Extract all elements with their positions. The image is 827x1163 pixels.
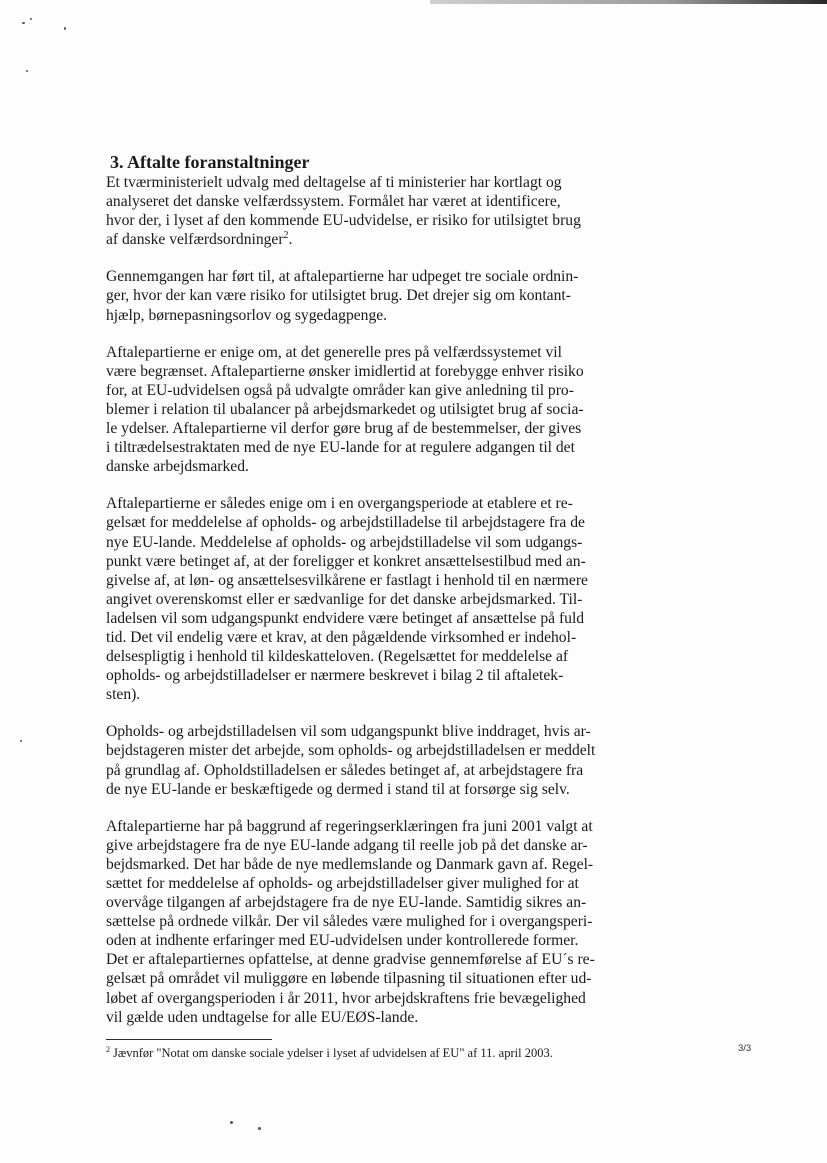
section-number: 3. — [110, 152, 124, 172]
paragraph: Aftalepartierne er således enige om i en overgangsperiode at etablere et re- gelsæt for meddelelse af opholds- og arbejdstilladelse til arbejdstagere fra de nye EU-lande. Meddelelse af opholds- og arbejdstilladelse vil som udgangs- punkt være betinget af, at der foreligger et konkret ansættelsestilbud med an- givelse af, at løn- og ansættelsesvilkårene er fastlagt i henhold til en nærmere angivet overenskomst eller er sædvanlige for det danske arbejdsmarked. Til- ladelsen vil som udgangspunkt endvidere være betinget af ansættelse på fuld tid. Det vil endelig være et krav, at den pågældende virksomhed er indehol- delsespligtig i henhold til kildeskatteloven. (Regelsættet for meddelelse af opholds- og arbejdstilladelser er nærmere beskrevet i bilag 2 til aftaletek- sten). — [106, 495, 588, 704]
paragraph-suffix: . — [288, 231, 293, 249]
scan-speck — [230, 1121, 233, 1124]
scan-speck — [258, 1127, 261, 1130]
section-heading — [110, 152, 630, 172]
footnote-reference: 2 — [283, 230, 289, 242]
footnote — [106, 1046, 626, 1061]
body-text — [106, 173, 614, 1027]
paragraph — [106, 173, 614, 249]
footnote-divider — [106, 1039, 272, 1040]
scan-speck — [26, 70, 28, 72]
scan-speck — [22, 22, 25, 24]
paragraph: Gennemgangen har ført til, at aftalepartierne har udpeget tre sociale ordnin- ger, hvor der kan være risiko for utilsigtet brug. Det drejer sig om kontant- hjælp, børnepasningsorlov og sygedagpenge. — [106, 268, 579, 324]
scan-speck — [20, 740, 22, 742]
footnote-text: Jævnfør "Notat om danske sociale ydelser i lyset af udvidelsen af EU" af 11. april 2003. — [113, 1046, 553, 1060]
scan-speck — [64, 27, 66, 30]
paragraph: Aftalepartierne har på baggrund af regeringserklæringen fra juni 2001 valgt at give arbejdstagere fra de nye EU-lande adgang til reelle job på det danske ar- bejdsmarked. Det har både de nye medlemslande og Danmark gavn af. Regel- sættet for meddelelse af opholds- og arbejdstilladelser giver mulighed for at overvåge tilgangen af arbejdstagere fra de nye EU-lande. Samtidig sikres an- sættelse på ordnede vilkår. Der vil således være mulighed for i overgangsperi- oden at indhente erfaringer med EU-udvidelsen under kontrollerede former. Det er aftalepartiernes opfattelse, at denne gradvise gennemførelse af EU´s re- gelsæt på området vil muliggøre en løbende tilpasning til situationen efter ud- løbet af overgangsperioden i år 2011, hvor arbejdskraftens frie bevægelighed vil gælde uden undtagelse for alle EU/EØS-lande. — [106, 817, 595, 1026]
paragraph-text: Et tværministerielt udvalg med deltagelse af ti ministerier har kortlagt og analyseret det danske velfærdssystem. Formålet har været at identificere, hvor der, i lyset af den kommende EU-udvidelse, er risiko for utilsigtet brug af danske velfærdsordninger — [106, 174, 581, 249]
section-title: Aftalte foranstaltninger — [127, 152, 310, 172]
footnote-mark: 2 — [106, 1044, 110, 1054]
scan-speck — [30, 18, 32, 20]
paragraph: Aftalepartierne er enige om, at det generelle pres på velfærdssystemet vil være begrænset. Aftalepartierne ønsker imidlertid at forebygge enhver risiko for, at EU-udvidelsen også på udvalgte områder kan give anledning til pro- blemer i relation til ubalancer på arbejdsmarkedet og utilsigtet brug af socia- le ydelser. Aftalepartierne vil derfor gøre brug af de bestemmelser, der gives i tiltrædelsestraktaten med de nye EU-lande for at regulere adgangen til det danske arbejdsmarked. — [106, 343, 584, 476]
page-number: 3/3 — [738, 1043, 752, 1054]
scan-edge-artifact — [430, 0, 827, 4]
paragraph: Opholds- og arbejdstilladelsen vil som udgangspunkt blive inddraget, hvis ar- bejdstageren mister det arbejde, som opholds- og arbejdstilladelsen er meddelt på grundlag af. Opholdstilladelsen er således betinget af, at arbejdstagere fra de nye EU-lande er beskæftigede og dermed i stand til at forsørge sig selv. — [106, 723, 596, 798]
